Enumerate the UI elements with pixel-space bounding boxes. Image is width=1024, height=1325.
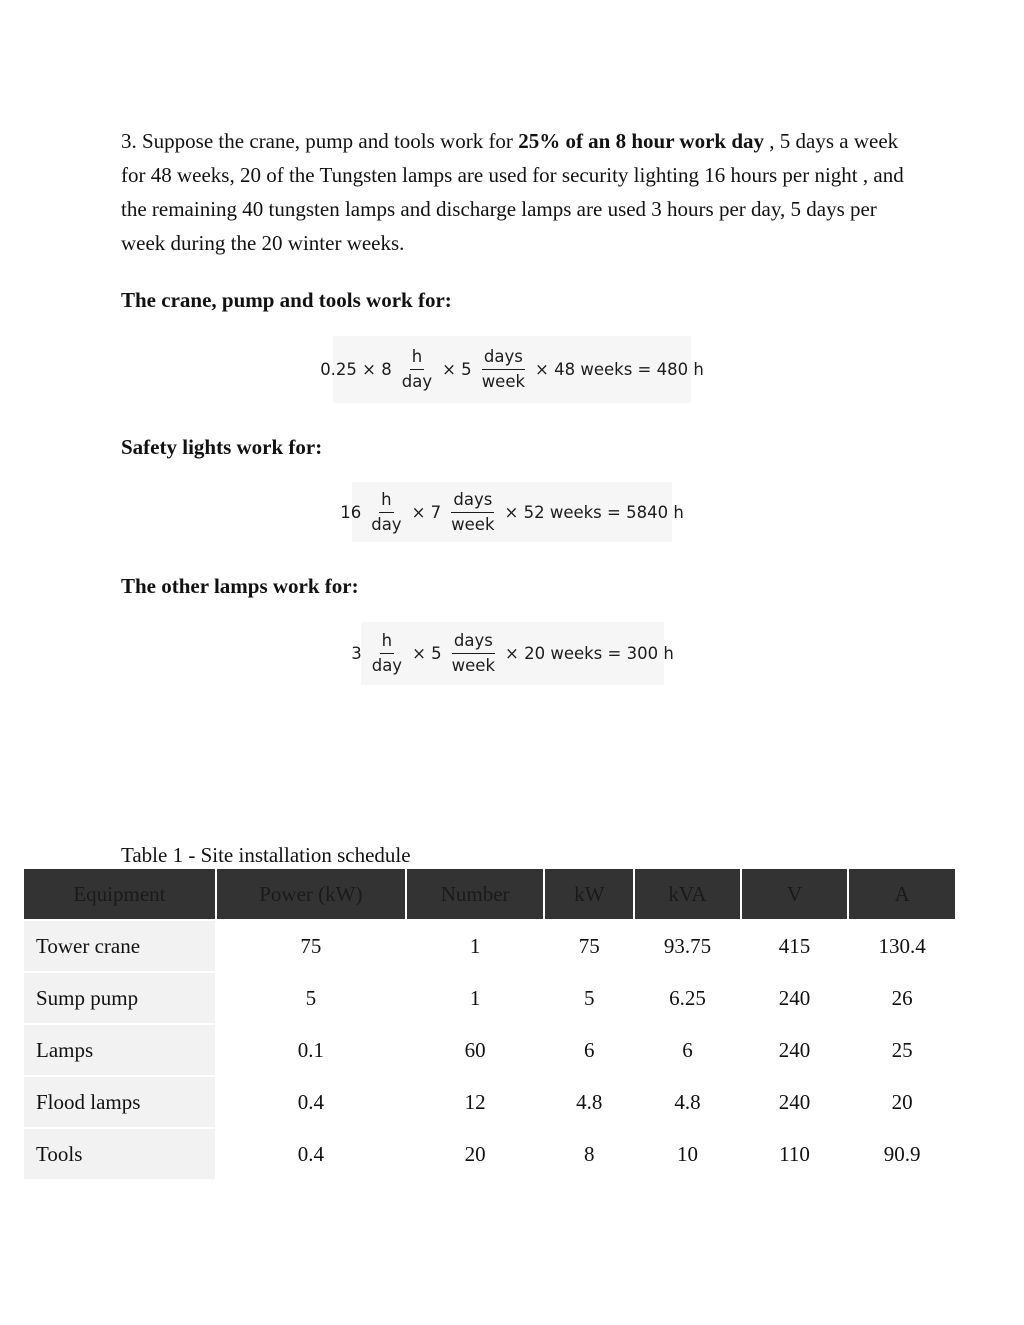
cell-equipment: Tower crane — [24, 921, 215, 971]
cell-kw: 75 — [578, 933, 600, 958]
cell-kva: 10 — [676, 1141, 698, 1166]
other-lamps-equation — [351, 622, 674, 685]
other-lamps-heading: The other lamps work for: — [121, 574, 359, 598]
cell-number: 60 — [464, 1037, 486, 1062]
cell-power: 75 — [300, 933, 322, 958]
hours-per-day-fraction: $\frac{h}{\text{day}}$ — [371, 489, 402, 534]
cell-v: 415 — [778, 933, 811, 958]
site-installation-table — [22, 867, 957, 1181]
table-row — [24, 1129, 955, 1179]
cell-kw: 8 — [584, 1141, 595, 1166]
cell-equipment: Sump pump — [24, 973, 215, 1023]
cell-number: 1 — [469, 985, 481, 1010]
eq-result: × 52 weeks = 5840 h — [504, 502, 684, 522]
col-header-number: Number — [407, 869, 544, 919]
cell-kva: 93.75 — [663, 933, 712, 958]
table-caption: Table 1 - Site installation schedule — [121, 843, 411, 867]
table-row — [24, 921, 955, 971]
hours-per-day-fraction: $\frac{h}{\text{day}}$ — [371, 631, 403, 675]
col-header-a: A — [849, 869, 955, 919]
cell-power: 0.1 — [297, 1037, 324, 1062]
cell-equipment: Flood lamps — [24, 1077, 215, 1127]
hours-per-day-fraction: $\frac{h}{\text{day}}$ — [401, 347, 433, 391]
cell-number: 1 — [469, 933, 481, 958]
col-header-equipment: Equipment — [24, 869, 215, 919]
table-header-row — [24, 869, 955, 919]
days-per-week-fraction: $\frac{\text{days}}{\text{week}}$ — [451, 631, 496, 675]
cell-a: 90.9 — [883, 1141, 921, 1166]
cell-equipment: Lamps — [24, 1025, 215, 1075]
cell-equipment: Tools — [24, 1129, 215, 1179]
cell-a: 20 — [891, 1089, 913, 1114]
safety-lights-heading: Safety lights work for: — [121, 435, 323, 459]
cell-kw: 4.8 — [576, 1089, 603, 1114]
eq-term: 0.25 × 8 — [320, 360, 392, 379]
problem-text-start: 3. Suppose the crane, pump and tools work for — [121, 129, 519, 153]
days-per-week-fraction: $\frac{\text{days}}{\text{week}}$ — [451, 489, 495, 534]
cell-v: 240 — [778, 1089, 811, 1114]
days-per-week-fraction: $\frac{\text{days}}{\text{week}}$ — [481, 347, 526, 391]
cell-a: 26 — [891, 985, 913, 1010]
cell-v: 240 — [778, 1037, 811, 1062]
problem-text-end: , 5 days a week for 48 weeks, 20 of the Tungsten lamps are used for security lighting 16 hours per night , and the remaining 40 tungsten lamps and discharge lamps are used 3 hours per day, 5 days per week during the 20 winter weeks. — [121, 129, 904, 255]
eq-term: × 7 — [411, 502, 442, 522]
problem-statement — [121, 124, 911, 260]
crane-hours-equation — [320, 336, 704, 403]
cell-kva: 6.25 — [669, 985, 706, 1010]
cell-v: 110 — [779, 1141, 810, 1166]
cell-number: 12 — [464, 1089, 486, 1114]
crane-heading: The crane, pump and tools work for: — [121, 288, 452, 312]
cell-power: 0.4 — [297, 1141, 324, 1166]
col-header-v: V — [742, 869, 847, 919]
eq-term: 3 — [351, 644, 362, 663]
problem-text-bold: 25% of an 8 hour work day — [518, 129, 765, 153]
table-row — [24, 973, 955, 1023]
eq-term: × 5 — [412, 644, 442, 663]
eq-term: 16 — [340, 502, 362, 522]
col-header-kva: kVA — [635, 869, 740, 919]
safety-lights-equation — [340, 482, 684, 542]
col-header-power: Power (kW) — [217, 869, 405, 919]
cell-power: 0.4 — [297, 1089, 324, 1114]
cell-power: 5 — [305, 985, 317, 1010]
eq-result: × 20 weeks = 300 h — [505, 644, 674, 663]
cell-v: 240 — [778, 985, 811, 1010]
table-row — [24, 1025, 955, 1075]
cell-a: 130.4 — [878, 933, 926, 958]
table-row — [24, 1077, 955, 1127]
cell-kva: 6 — [682, 1037, 693, 1062]
cell-number: 20 — [464, 1141, 486, 1166]
col-header-kw: kW — [545, 869, 633, 919]
cell-kw: 5 — [584, 985, 595, 1010]
cell-kva: 4.8 — [674, 1089, 701, 1114]
cell-kw: 6 — [584, 1037, 595, 1062]
eq-result: × 48 weeks = 480 h — [535, 360, 704, 379]
eq-term: × 5 — [442, 360, 472, 379]
cell-a: 25 — [891, 1037, 913, 1062]
